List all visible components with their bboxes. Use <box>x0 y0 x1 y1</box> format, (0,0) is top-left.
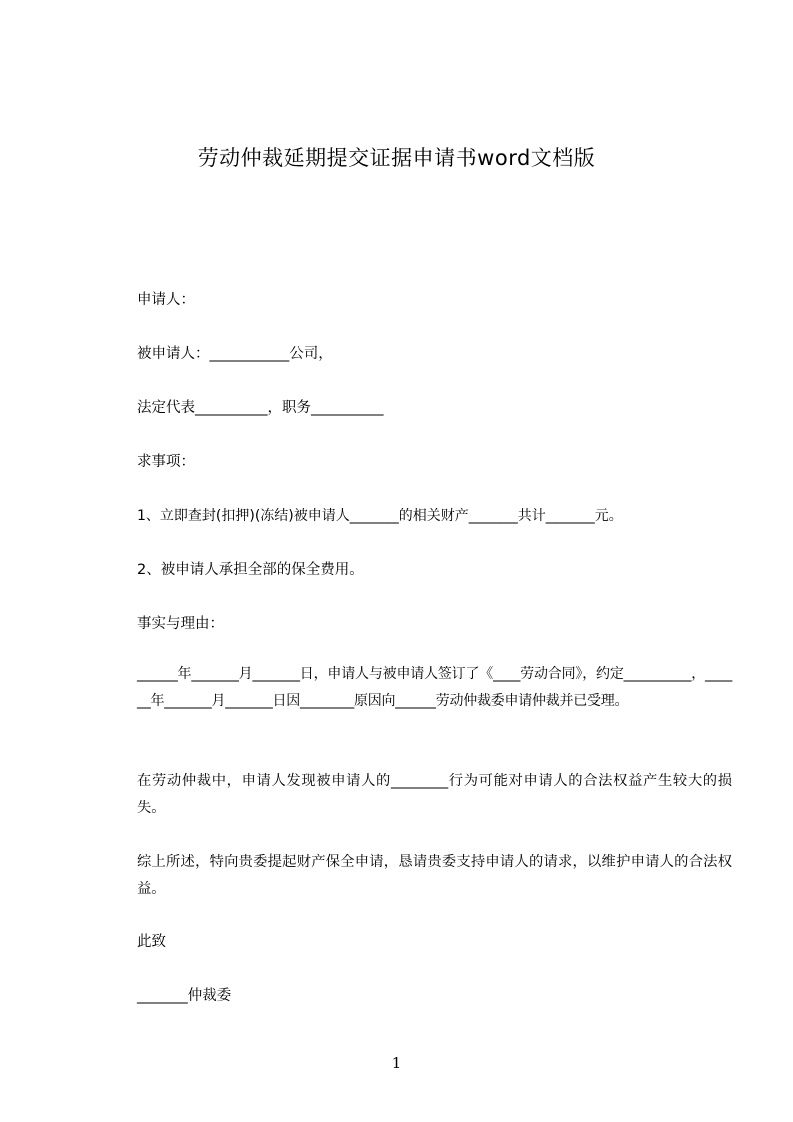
request-item-1: 1、立即查封(扣押)(冻结)被申请人_______的相关财产_______共计_______元。 <box>137 508 623 524</box>
closing-salutation: 此致 <box>137 934 166 950</box>
request-items-heading: 求事项： <box>137 454 195 470</box>
facts-paragraph: ______年_______月_______日，申请人与被申请人签订了《____劳动合同》，约定__________，______年_______月_______日因________原因向______劳动仲裁委申请仲裁并已受理。 <box>137 666 732 709</box>
applicant-line: 申请人： <box>137 292 195 308</box>
respondent-line: 被申请人：___________公司， <box>137 346 333 362</box>
summary-paragraph: 综上所述，特向贵委提起财产保全申请，恳请贵委支持申请人的请求，以维护申请人的合法权益。 <box>137 854 732 897</box>
facts-reasons-heading: 事实与理由： <box>137 616 224 632</box>
page-number: 1 <box>391 1054 402 1072</box>
document-title: 劳动仲裁延期提交证据申请书word文档版 <box>197 146 596 170</box>
arbitration-committee-line: _______仲裁委 <box>137 988 232 1004</box>
legal-representative-line: 法定代表__________，职务__________ <box>137 400 384 416</box>
arbitration-paragraph: 在劳动仲裁中，申请人发现被申请人的________行为可能对申请人的合法权益产生较大的损失。 <box>137 773 732 816</box>
request-item-2: 2、被申请人承担全部的保全费用。 <box>137 562 364 578</box>
